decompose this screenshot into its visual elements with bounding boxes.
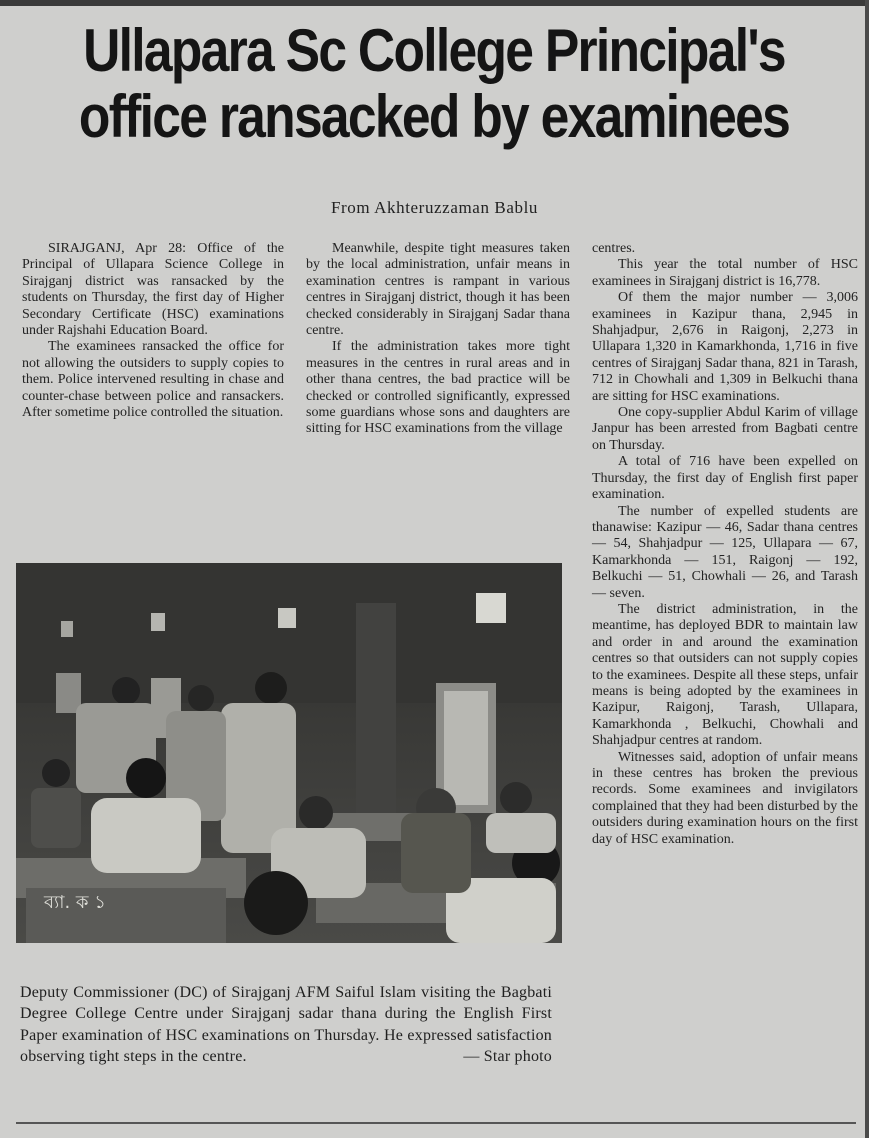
paragraph-continuation: centres. — [592, 241, 636, 256]
paragraph: If the administration takes more tight measures in the centres in rural areas and in other thana centres, the bad practice will be checked or controlled significantly, expressed some guardians whose sons and daughters are sitting for HSC examinations from the village — [306, 339, 570, 437]
photo-caption — [20, 982, 552, 1067]
paragraph: Meanwhile, despite tight measures taken by the local administration, unfair means in examination centres is rampant in various centres in Sirajganj district, though it has been checked considerably in Sirajganj Sadar thana centre. — [306, 241, 570, 339]
headline — [76, 18, 792, 150]
news-photo — [16, 563, 562, 943]
paragraph: Of them the major number — 3,006 examinees in Kazipur thana, 2,945 in Shahjadpur, 2,676 in Raigonj, 2,273 in Ullapara 1,320 in Kamarkhonda, 1,716 in five centres of Sirajganj Sadar thana, 821 in Tarash, 712 in Chowhali and 1,309 in Belkuchi thana are sitting for HSC examinations. — [592, 290, 858, 404]
paragraph: The number of expelled students are thanawise: Kazipur — 46, Sadar thana centres — 54, Shahjadpur — 125, Ullapara — 67, Kamarkhonda — 151, Raigonj — 192, Belkuchi — 51, Chowhali — 26, and Tarash — seven. — [592, 503, 858, 601]
column-1 — [22, 241, 284, 421]
desk-marking-text: ব্যা. ক ১ — [44, 892, 106, 913]
headline-line-1: Ullapara Sc College Principal's — [83, 17, 785, 84]
top-border — [0, 0, 869, 6]
paragraph: The district administration, in the meantime, has deployed BDR to maintain law and order in and around the examination centres so that outsiders can not supply copies to the examinees. Despite all these steps, unfair means is being adopted by the examinees in Kazipur, Raigonj, Tarash, Ullapara, Kamarkhonda , Belkuchi, Chowhali and Shahjadpur centres at random. — [592, 601, 858, 749]
paragraph: Witnesses said, adoption of unfair means in these centres has broken the previous records. Some examinees and invigilators complained that they had been disturbed by the outsiders during examination hours on the first day of HSC examination. — [592, 749, 858, 847]
photo-credit: — Star photo — [463, 1047, 552, 1065]
paragraph: This year the total number of HSC examinees in Sirajganj district is 16,778. — [592, 257, 858, 289]
paragraph: One copy-supplier Abdul Karim of village Janpur has been arrested from Bagbati centre on Thursday. — [592, 405, 858, 453]
right-border — [865, 0, 869, 1138]
bottom-rule — [16, 1122, 856, 1124]
byline: From Akhteruzzaman Bablu — [330, 198, 539, 217]
caption-text: Deputy Commissioner (DC) of Sirajganj AFM Saiful Islam visiting the Bagbati Degree College Centre under Sirajganj sadar thana during the English First Paper examination of HSC examinations on Thursday. He expressed satisfaction observing tight steps in the centre. — [20, 984, 552, 1065]
headline-line-2: office ransacked by examinees — [78, 83, 790, 150]
paragraph: The examinees ransacked the office for not allowing the outsiders to supply copies to them. Police intervened resulting in chase and counter-chase between police and ransackers. After sometime police controlled the situation. — [22, 339, 284, 421]
paragraph: A total of 716 have been expelled on Thursday, the first day of English first paper examination. — [592, 454, 858, 503]
paragraph: SIRAJGANJ, Apr 28: Office of the Principal of Ullapara Science College in Sirajganj district was ransacked by the students on Thursday, the first day of Higher Secondary Certificate (HSC) examinations under Rajshahi Education Board. — [22, 241, 284, 339]
column-3 — [592, 241, 858, 848]
column-2 — [306, 241, 570, 438]
exam-hall-photo-illustration — [16, 563, 562, 943]
